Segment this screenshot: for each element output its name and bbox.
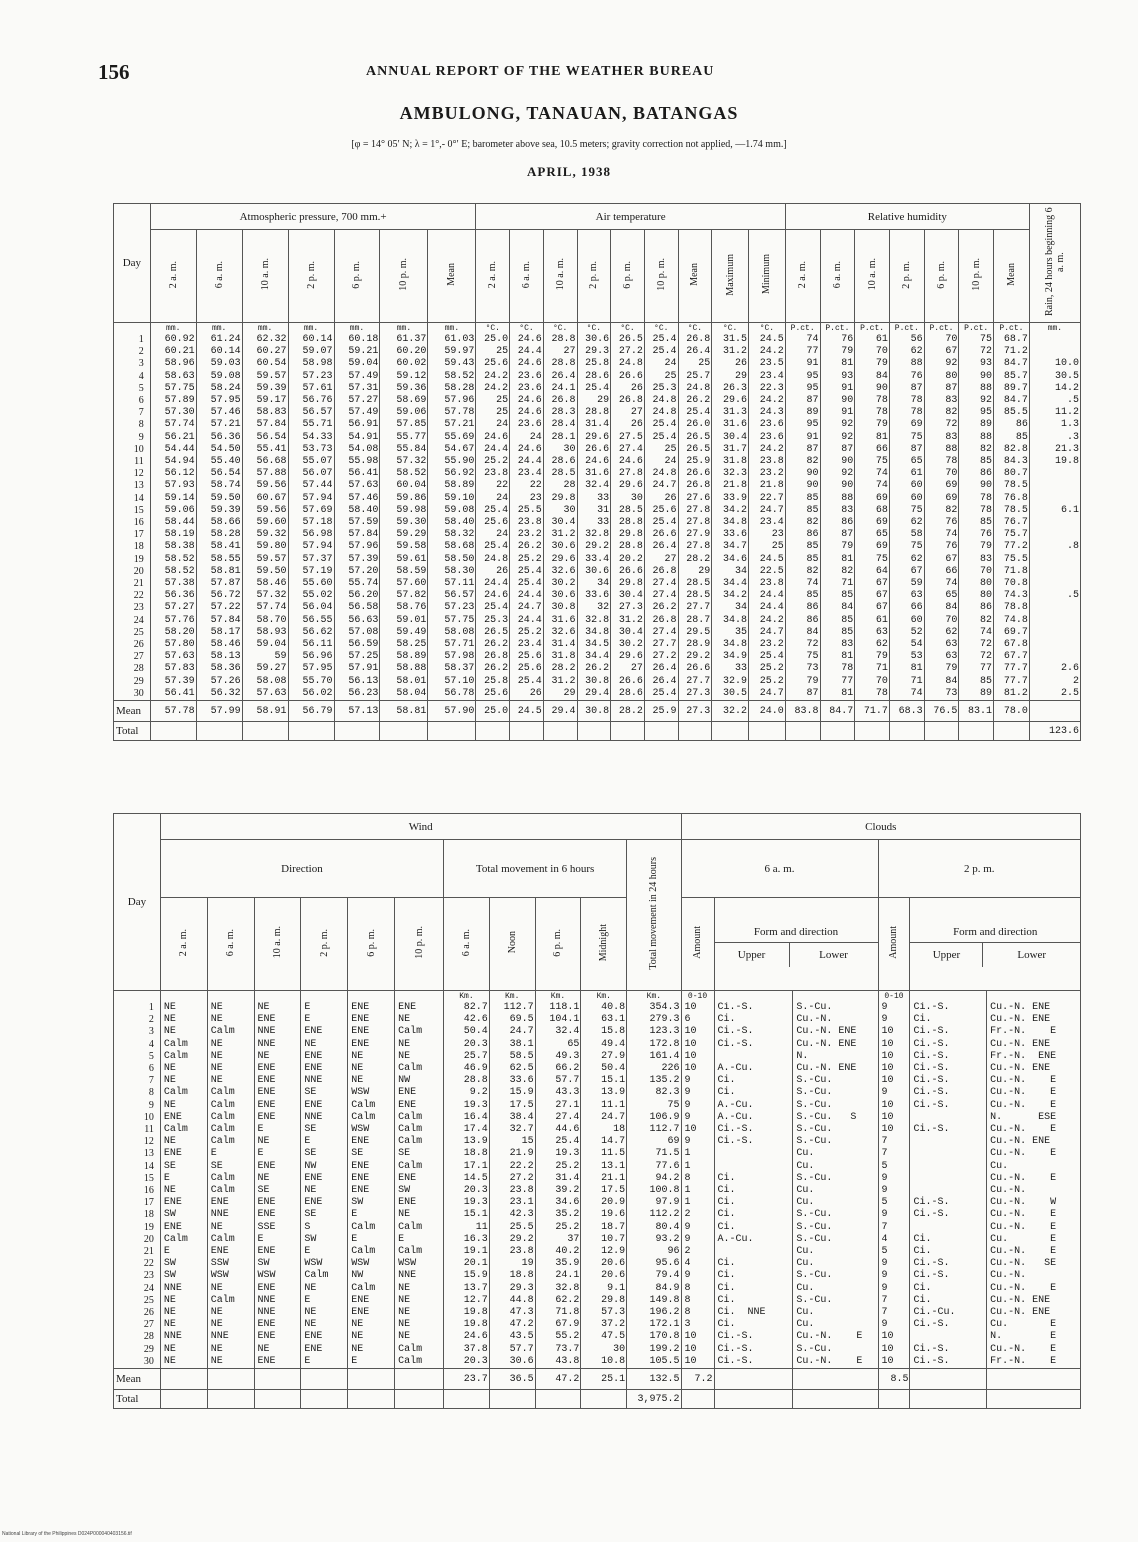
mean-cell: 29.4 xyxy=(543,701,577,722)
mean-cell: 68.3 xyxy=(889,701,924,722)
humidity-10am-header: 10 a. m. xyxy=(855,230,890,323)
mean-cell: 132.5 xyxy=(627,1369,681,1390)
pressure-10pm-header: 10 p. m. xyxy=(380,230,428,323)
dir-10am-header: 10 a. m. xyxy=(254,898,301,991)
form-direction-label: Form and direction xyxy=(910,922,1080,943)
cloud-amount-6am-column: 10 6 10 10 10 10 9 9 9 9 10 9 1 1 8 1 1 2 9 9 2 4 9 8 8 8 3 10 10 10 xyxy=(681,1002,714,1369)
unit-cell: 0-10 xyxy=(878,991,910,1003)
dir-2pm-column: E E ENE NE ENE ENE NNE SE ENE NNE SE E SE NW ENE NE ENE SE S SW E WSW Calm NE E NE NE ENE ENE E xyxy=(301,1002,348,1369)
cloud-lower-6am-column: S.-Cu. Cu.-N. Cu.-N. ENE Cu.-N. ENE N. Cu.-N. ENE S.-Cu. S.-Cu. S.-Cu. S.-Cu. S S.-Cu. S.-Cu. Cu. Cu. S.-Cu. Cu. Cu. S.-Cu. S.-Cu. S.-Cu. Cu. Cu. S.-Cu. Cu. S.-Cu. Cu. Cu. Cu.-N. E S.-Cu. Cu.-N. E xyxy=(793,1002,878,1369)
humidity-2am-column: 74 77 91 95 95 87 89 95 91 87 82 90 90 85 85 82 86 85 85 82 74 85 86 86 84 72 75 73 79 87 xyxy=(785,334,820,701)
unit-cell: Km. xyxy=(627,991,681,1003)
humidity-6pm-column: 70 67 92 80 87 83 82 72 83 88 78 70 69 69 82 76 74 76 67 66 74 65 84 70 62 63 63 79 84 73 xyxy=(924,334,959,701)
scan-credit: National Library of the Philippines D024P000040403156.tif xyxy=(2,1531,132,1537)
unit-cell: P.ct. xyxy=(994,323,1030,335)
dir-10pm-header: 10 p. m. xyxy=(395,898,444,991)
temp-10am-column: 28.8 27 28.8 26.4 24.1 26.8 28.3 28.4 28.1 30 28.6 28.5 28 29.8 30 30.4 31.2 30.6 29.6 32.6 30.2 30.6 30.8 31.6 32.6 31.4 31.8 28.2 31.2 29 xyxy=(543,334,577,701)
mov-24h-column: 354.3 279.3 123.3 172.8 161.4 226 135.2 82.3 75 106.9 112.7 69 71.5 77.6 94.2 100.8 97.9 112.2 80.4 93.2 96 95.6 79.4 84.9 149.8 196.2 172.1 170.8 199.2 105.5 xyxy=(627,1002,681,1369)
mov-midnight-column: 40.8 63.1 15.8 49.4 27.9 50.4 15.1 13.9 11.1 24.7 18 14.7 11.5 13.1 21.1 17.5 20.9 19.6 18.7 10.7 12.9 20.6 20.6 9.1 29.8 57.3 37.2 47.5 30 10.8 xyxy=(581,1002,627,1369)
unit-cell: °C. xyxy=(577,323,611,335)
mov-6pm-header: 6 p. m. xyxy=(535,898,581,991)
mean-cell: 30.8 xyxy=(577,701,611,722)
pressure-6am-column: 61.24 60.14 59.03 59.08 58.24 57.95 57.46 57.21 56.36 54.50 55.40 56.54 58.74 59.50 59.39 58.66 58.28 58.41 58.55 58.81 57.87 56.72 57.22 57.84 58.17 58.46 58.13 58.36 57.26 56.32 xyxy=(196,334,242,701)
day-numbers-column: 1 2 3 4 5 6 7 8 9 10 11 12 13 14 15 16 17 18 19 20 21 22 23 24 25 26 27 28 29 30 xyxy=(114,1002,161,1369)
day-numbers-column: 1 2 3 4 5 6 7 8 9 10 11 12 13 14 15 16 17 18 19 20 21 22 23 24 25 26 27 28 29 30 xyxy=(114,334,151,701)
mean-row-label: Mean xyxy=(114,1369,161,1390)
unit-cell: °C. xyxy=(611,323,645,335)
unit-cell: °C. xyxy=(712,323,749,335)
unit-cell: mm. xyxy=(196,323,242,335)
unit-cell: °C. xyxy=(476,323,510,335)
pressure-2pm-column: 60.14 59.07 58.98 57.23 57.61 56.76 56.57 55.71 54.33 53.73 55.07 56.07 57.44 57.94 57.69 57.18 56.98 57.94 57.37 57.19 55.60 55.02 56.04 56.55 56.62 56.11 56.96 57.95 55.70 56.02 xyxy=(288,334,334,701)
temp-maximum-header: Maximum xyxy=(712,230,749,323)
upper-label: Upper xyxy=(715,943,790,967)
mov-midnight-header: Midnight xyxy=(581,898,627,991)
temp-2am-column: 25.0 25 25.6 24.2 24.2 25 25 24 24.6 24.4 25.2 23.8 22 24 25.4 25.6 24 25.4 24.8 26 24.4 24.6 25.4 25.3 26.5 26.2 26.8 26.2 25.8 25.6 xyxy=(476,334,510,701)
temp-6pm-column: 26.5 27.2 24.8 26.6 26 26.8 27 26 27.5 27.4 24.6 27.8 29.6 30 28.5 28.8 29.8 28.8 20.2 26.6 29.8 30.4 27.3 31.2 30.4 30.2 29.6 27 26.6 28.6 xyxy=(611,334,645,701)
lower-label: Lower xyxy=(1017,948,1047,961)
total-movement-cell: 3,975.2 xyxy=(627,1390,681,1409)
mean-cell: 24.5 xyxy=(510,701,544,722)
mean-cell: 57.99 xyxy=(196,701,242,722)
day-header-2: Day xyxy=(114,814,161,991)
unit-cell: °C. xyxy=(678,323,712,335)
dir-2pm-header: 2 p. m. xyxy=(301,898,348,991)
dir-10pm-column: ENE NE Calm NE NE Calm NW ENE ENE Calm Calm Calm SE Calm ENE SW ENE NE Calm E Calm WSW NNE NE NE NE NE NE Calm Calm xyxy=(395,1002,444,1369)
mean-cell: 58.91 xyxy=(242,701,288,722)
cloud-upper-6am-column: Ci.-S. Ci. Ci.-S. Ci.-S. A.-Cu. Ci. Ci. A.-Cu. A.-Cu. Ci.-S. Ci.-S. Ci. Ci. Ci. Ci. Ci. A.-Cu. Ci. Ci. Ci. Ci. Ci. NNE Ci. Ci.-S. Ci.-S. Ci.-S. xyxy=(714,1002,793,1369)
temp-2am-header: 2 a. m. xyxy=(476,230,510,323)
total-row-label: Total xyxy=(114,1390,161,1409)
humidity-2pm-column: 56 62 88 76 87 78 78 69 75 87 65 61 60 60 75 62 58 75 62 67 59 63 66 60 52 54 53 81 71 74 xyxy=(889,334,924,701)
pressure-10am-header: 10 a. m. xyxy=(242,230,288,323)
lower-label: Lower xyxy=(819,948,848,961)
mean-cell: 76.5 xyxy=(924,701,959,722)
temp-2pm-column: 30.6 29.3 25.8 28.6 25.4 29 28.8 31.4 29.6 26.6 24.6 31.6 32.4 33 31 33 32.8 29.2 33.4 30.6 34 33.6 32 32.8 34.8 34.5 34.4 26.2 30.8 29.4 xyxy=(577,334,611,701)
clouds-6am-header: 6 a. m. xyxy=(681,840,878,898)
temp-maximum-column: 31.5 31.2 26 29 26.3 29.6 31.3 31.6 30.4 31.7 31.8 32.3 21.8 33.9 34.2 34.8 33.6 34.7 34.6 34 34.4 34.2 34 34.8 35 34.8 34.9 33 32.9 30.5 xyxy=(712,334,749,701)
movement-24h-header: Total movement in 24 hours xyxy=(627,840,681,991)
mean-cell: 25.0 xyxy=(476,701,510,722)
mean-cell xyxy=(1029,701,1080,722)
clouds-group-header: Clouds xyxy=(681,814,1080,840)
upper-label: Upper xyxy=(910,943,983,967)
unit-cell: mm. xyxy=(428,323,476,335)
form-direction-6am-header xyxy=(714,898,878,991)
dir-6pm-header: 6 p. m. xyxy=(348,898,395,991)
dir-2am-column: NE NE NE Calm Calm NE NE Calm NE ENE Calm NE ENE SE E NE ENE SW ENE Calm E SW SW NNE NE NE NE NNE NE NE xyxy=(160,1002,207,1369)
temp-2pm-header: 2 p. m. xyxy=(577,230,611,323)
humidity-10pm-header: 10 p. m. xyxy=(959,230,994,323)
unit-cell: mm. xyxy=(150,323,196,335)
unit-cell: P.ct. xyxy=(820,323,855,335)
humidity-mean-header: Mean xyxy=(994,230,1030,323)
temp-10pm-column: 25.4 25.4 24 25 25.3 24.8 24.8 25.4 25.4 25 24 24.8 24.7 26 25.6 25.4 26.6 26.4 27 26.8 27.4 27.4 26.2 26.8 27.4 27.7 27.2 26.4 26.4 25.4 xyxy=(644,334,678,701)
mean-cell: 36.5 xyxy=(489,1369,535,1390)
unit-cell: °C. xyxy=(543,323,577,335)
unit-cell: mm. xyxy=(334,323,380,335)
pressure-2pm-header: 2 p. m. xyxy=(288,230,334,323)
station-title: AMBULONG, TANAUAN, BATANGAS xyxy=(399,103,739,123)
mean-cell: 32.2 xyxy=(712,701,749,722)
unit-cell: 0-10 xyxy=(681,991,714,1003)
unit-cell: mm. xyxy=(242,323,288,335)
unit-cell: Km. xyxy=(581,991,627,1003)
pressure-2am-header: 2 a. m. xyxy=(150,230,196,323)
dir-6am-header: 6 a. m. xyxy=(207,898,254,991)
temp-6am-column: 24.6 24.4 24.6 23.6 23.6 24.6 24.6 23.6 24 24.6 24.4 23.4 22 23 25.5 23.8 23.2 26.2 25.2 25.4 25.4 24.4 24.7 24.4 25.2 23.4 25.6 25.6 25.4 26 xyxy=(510,334,544,701)
mean-cell: 25.1 xyxy=(581,1369,627,1390)
cloud-amount-2pm-column: 9 9 10 10 10 10 10 9 10 10 10 7 7 5 9 9 5 9 7 4 5 9 9 9 7 7 9 10 10 10 xyxy=(878,1002,910,1369)
running-head: ANNUAL REPORT OF THE WEATHER BUREAU xyxy=(366,64,715,79)
movement-group-header: Total movement in 6 hours xyxy=(444,840,627,898)
pressure-10am-column: 62.32 60.27 60.54 59.57 59.39 59.17 58.83 57.84 56.54 55.41 56.68 57.88 59.56 60.67 59.56 59.60 59.32 59.80 59.57 59.50 58.46 57.32 57.74 58.70 58.93 59.04 59 59.27 58.08 57.63 xyxy=(242,334,288,701)
mean-cell: 57.13 xyxy=(334,701,380,722)
temp-mean-header: Mean xyxy=(678,230,712,323)
mean-cell: 84.7 xyxy=(820,701,855,722)
temp-mean-column: 26.8 26.4 25 25.7 24.8 26.2 25.4 26.0 26.5 26.5 25.9 26.6 26.8 27.6 27.8 27.8 27.9 27.8 28.2 29 28.5 28.5 27.7 28.7 29.5 28.9 29.2 26.6 27.7 27.3 xyxy=(678,334,712,701)
mean-cell: 58.81 xyxy=(380,701,428,722)
air-temperature-group-header: Air temperature xyxy=(476,204,785,230)
humidity-10am-column: 61 70 79 84 90 78 78 79 81 66 75 74 74 69 68 69 65 69 75 64 67 67 67 61 63 62 79 71 70 78 xyxy=(855,334,890,701)
mean-cell: 83.1 xyxy=(959,701,994,722)
temp-6pm-header: 6 p. m. xyxy=(611,230,645,323)
mov-6pm-column: 118.1 104.1 32.4 65 49.3 66.2 57.7 43.3 27.1 27.4 44.6 25.4 19.3 25.2 31.4 39.2 34.6 35.2 25.2 37 40.2 35.9 24.1 32.8 62.2 71.8 67.9 55.2 73.7 43.8 xyxy=(535,1002,581,1369)
mean-cell: 47.2 xyxy=(535,1369,581,1390)
dir-10am-column: NE ENE NNE NNE NE ENE ENE ENE ENE ENE E NE E ENE NE SE ENE ENE SSE E ENE SW WSW ENE NNE NNE ENE ENE NE ENE xyxy=(254,1002,301,1369)
amount-6am-header: Amount xyxy=(681,898,714,991)
unit-cell: °C. xyxy=(510,323,544,335)
unit-cell: °C. xyxy=(749,323,786,335)
mean-cell: 24.0 xyxy=(749,701,786,722)
humidity-group-header: Relative humidity xyxy=(785,204,1029,230)
temp-minimum-header: Minimum xyxy=(749,230,786,323)
mov-6am-column: 82.7 42.6 50.4 20.3 25.7 46.9 28.8 9.2 19.3 16.4 17.4 13.9 18.8 17.1 14.5 20.3 19.3 15.1 11 16.3 19.1 20.1 15.9 13.7 12.7 19.8 19.8 24.6 37.8 20.3 xyxy=(444,1002,490,1369)
mean-cell: 57.90 xyxy=(428,701,476,722)
dir-2am-header: 2 a. m. xyxy=(160,898,207,991)
pressure-6am-header: 6 a. m. xyxy=(196,230,242,323)
rain-column: 10.0 30.5 14.2 .5 11.2 1.3 .3 21.3 19.8 6.1 .8 .5 2.6 2 2.5 xyxy=(1029,334,1080,701)
mean-cell: 8.5 xyxy=(878,1369,910,1390)
temp-6am-header: 6 a. m. xyxy=(510,230,544,323)
temp-10am-header: 10 a. m. xyxy=(543,230,577,323)
pressure-mean-header: Mean xyxy=(428,230,476,323)
unit-cell: Km. xyxy=(535,991,581,1003)
humidity-10pm-column: 75 72 93 90 88 92 95 89 88 82 85 86 90 78 78 85 76 79 83 70 80 80 86 82 74 72 72 77 85 89 xyxy=(959,334,994,701)
humidity-6am-header: 6 a. m. xyxy=(820,230,855,323)
wind-group-header: Wind xyxy=(160,814,681,840)
pressure-group-header: Atmospheric pressure, 700 mm.+ xyxy=(150,204,476,230)
rain-header: Rain, 24 hours beginning 6 a. m. xyxy=(1029,204,1080,323)
mean-cell: 56.79 xyxy=(288,701,334,722)
amount-2pm-header: Amount xyxy=(878,898,910,991)
pressure-mean-column: 61.03 59.97 59.43 58.52 58.28 57.96 57.78 57.21 55.69 54.67 55.90 56.92 58.89 59.10 59.08 58.40 58.32 58.68 58.50 58.30 57.11 56.57 57.23 57.75 58.08 57.71 57.98 58.37 57.10 56.78 xyxy=(428,334,476,701)
unit-cell: mm. xyxy=(288,323,334,335)
unit-cell: Km. xyxy=(444,991,490,1003)
wind-clouds-table xyxy=(113,813,1081,1409)
station-coordinates: [φ = 14° 05′ N; λ = 1°,- 0°′ E; barometer above sea, 10.5 meters; gravity correction not applied, —1.74 mm.] xyxy=(351,139,787,150)
form-direction-2pm-header xyxy=(910,898,1081,991)
pressure-6pm-column: 60.18 59.21 59.04 57.49 57.31 57.27 57.49 56.91 54.91 54.08 55.98 56.41 57.63 57.46 58.40 57.59 57.84 57.96 57.39 57.20 55.74 56.20 56.58 56.63 57.08 56.59 57.25 57.91 56.13 56.23 xyxy=(334,334,380,701)
humidity-6am-column: 76 79 81 93 91 90 91 92 92 87 90 92 90 88 83 86 87 79 81 82 71 85 84 85 85 83 81 78 77 81 xyxy=(820,334,855,701)
mean-cell: 78.0 xyxy=(994,701,1030,722)
humidity-2pm-header: 2 p. m. xyxy=(889,230,924,323)
dir-6am-column: NE NE Calm NE NE NE NE Calm Calm Calm Calm Calm E SE Calm Calm ENE NNE NE Calm ENE SSW WSW NE Calm NE NE NNE NE NE xyxy=(207,1002,254,1369)
humidity-mean-column: 68.7 71.2 84.7 85.7 89.7 84.7 85.5 86 85 82.8 84.3 80.7 78.5 76.8 78.5 76.7 75.7 77.2 75.5 71.8 70.8 74.3 78.8 74.8 69.7 67.8 67.7 77.7 77.7 81.2 xyxy=(994,334,1030,701)
temp-minimum-column: 24.5 24.2 23.5 23.4 22.3 24.2 24.3 23.6 23.6 24.2 23.8 23.2 21.8 22.7 24.7 23.4 23 25 24.5 22.5 23.8 24.4 24.4 24.2 24.7 23.2 25.4 25.2 25.2 24.7 xyxy=(749,334,786,701)
mov-noon-column: 112.7 69.5 24.7 38.1 58.5 62.5 33.6 15.9 17.5 38.4 32.7 15 21.9 22.2 27.2 23.8 23.1 42.3 25.5 29.2 23.8 19 18.8 29.3 44.8 47.3 47.2 43.5 57.7 30.6 xyxy=(489,1002,535,1369)
humidity-6pm-header: 6 p. m. xyxy=(924,230,959,323)
mov-noon-header: Noon xyxy=(489,898,535,991)
pressure-2am-column: 60.92 60.21 58.96 58.63 57.75 57.89 57.30 57.74 56.21 54.44 54.94 56.12 57.93 59.14 59.06 58.44 58.19 58.38 58.52 58.52 57.38 56.36 57.27 57.76 58.20 57.80 57.63 57.83 57.39 56.41 xyxy=(150,334,196,701)
mean-cell: 83.8 xyxy=(785,701,820,722)
unit-cell: Km. xyxy=(489,991,535,1003)
mean-row-label: Mean xyxy=(114,701,151,722)
cloud-lower-2pm-column: Cu.-N. ENE Cu.-N. ENE Fr.-N. E Cu.-N. ENE Fr.-N. ENE Cu.-N. ENE Cu.-N. E Cu.-N. E Cu.-N. E N. ESE Cu.-N. E Cu.-N. ENE Cu.-N. E Cu. Cu.-N. E Cu.-N. Cu.-N. W Cu.-N. E Cu.-N. E Cu. E Cu.-N. E Cu.-N. SE Cu.-N. Cu.-N. E Cu.-N. ENE Cu.-N. ENE Cu. E N. E Cu.-N. E Fr.-N. E xyxy=(987,1002,1081,1369)
unit-cell xyxy=(114,323,151,335)
unit-cell: P.ct. xyxy=(855,323,890,335)
mean-cell: 7.2 xyxy=(681,1369,714,1390)
unit-cell: P.ct. xyxy=(924,323,959,335)
mean-cell: 27.3 xyxy=(678,701,712,722)
mean-cell: 71.7 xyxy=(855,701,890,722)
clouds-2pm-header: 2 p. m. xyxy=(878,840,1080,898)
dir-6pm-column: ENE ENE ENE ENE NE NE NE WSW Calm Calm WSW ENE SE ENE ENE ENE SW E Calm E Calm WSW NW Calm ENE ENE NE NE NE E xyxy=(348,1002,395,1369)
unit-cell: P.ct. xyxy=(785,323,820,335)
day-header: Day xyxy=(114,204,151,323)
temp-10pm-header: 10 p. m. xyxy=(644,230,678,323)
mean-cell: 23.7 xyxy=(444,1369,490,1390)
mean-cell: 28.2 xyxy=(611,701,645,722)
unit-cell: P.ct. xyxy=(889,323,924,335)
form-direction-label: Form and direction xyxy=(715,922,878,943)
total-row-label: Total xyxy=(114,722,151,741)
total-rain-cell: 123.6 xyxy=(1029,722,1080,741)
unit-cell: mm. xyxy=(380,323,428,335)
unit-cell: P.ct. xyxy=(959,323,994,335)
pressure-10pm-column: 61.37 60.20 60.02 59.12 59.36 58.69 59.06 57.85 55.77 55.84 57.32 58.52 60.04 59.86 59.98 59.30 59.29 59.58 59.61 58.59 57.60 57.82 58.76 59.01 59.49 58.25 58.89 58.88 58.01 58.04 xyxy=(380,334,428,701)
mean-cell: 57.78 xyxy=(150,701,196,722)
unit-cell: °C. xyxy=(644,323,678,335)
page-number: 156 xyxy=(98,60,130,84)
mov-6am-header: 6 a. m. xyxy=(444,898,490,991)
mean-cell: 25.9 xyxy=(644,701,678,722)
unit-cell: mm. xyxy=(1029,323,1080,335)
month-title: APRIL, 1938 xyxy=(527,164,611,179)
humidity-2am-header: 2 a. m. xyxy=(785,230,820,323)
pressure-6pm-header: 6 p. m. xyxy=(334,230,380,323)
pressure-temperature-humidity-table xyxy=(113,203,1081,741)
cloud-upper-2pm-column: Ci.-S. Ci. Ci.-S. Ci.-S. Ci.-S. Ci.-S. Ci.-S. Ci.-S. Ci.-S. Ci.-S. Ci.-S. Ci.-S. Ci. Ci. Ci.-S. Ci.-S. Ci. Ci. Ci.-Cu. Ci.-S. Ci.-S. Ci.-S. xyxy=(910,1002,987,1369)
direction-group-header: Direction xyxy=(160,840,443,898)
